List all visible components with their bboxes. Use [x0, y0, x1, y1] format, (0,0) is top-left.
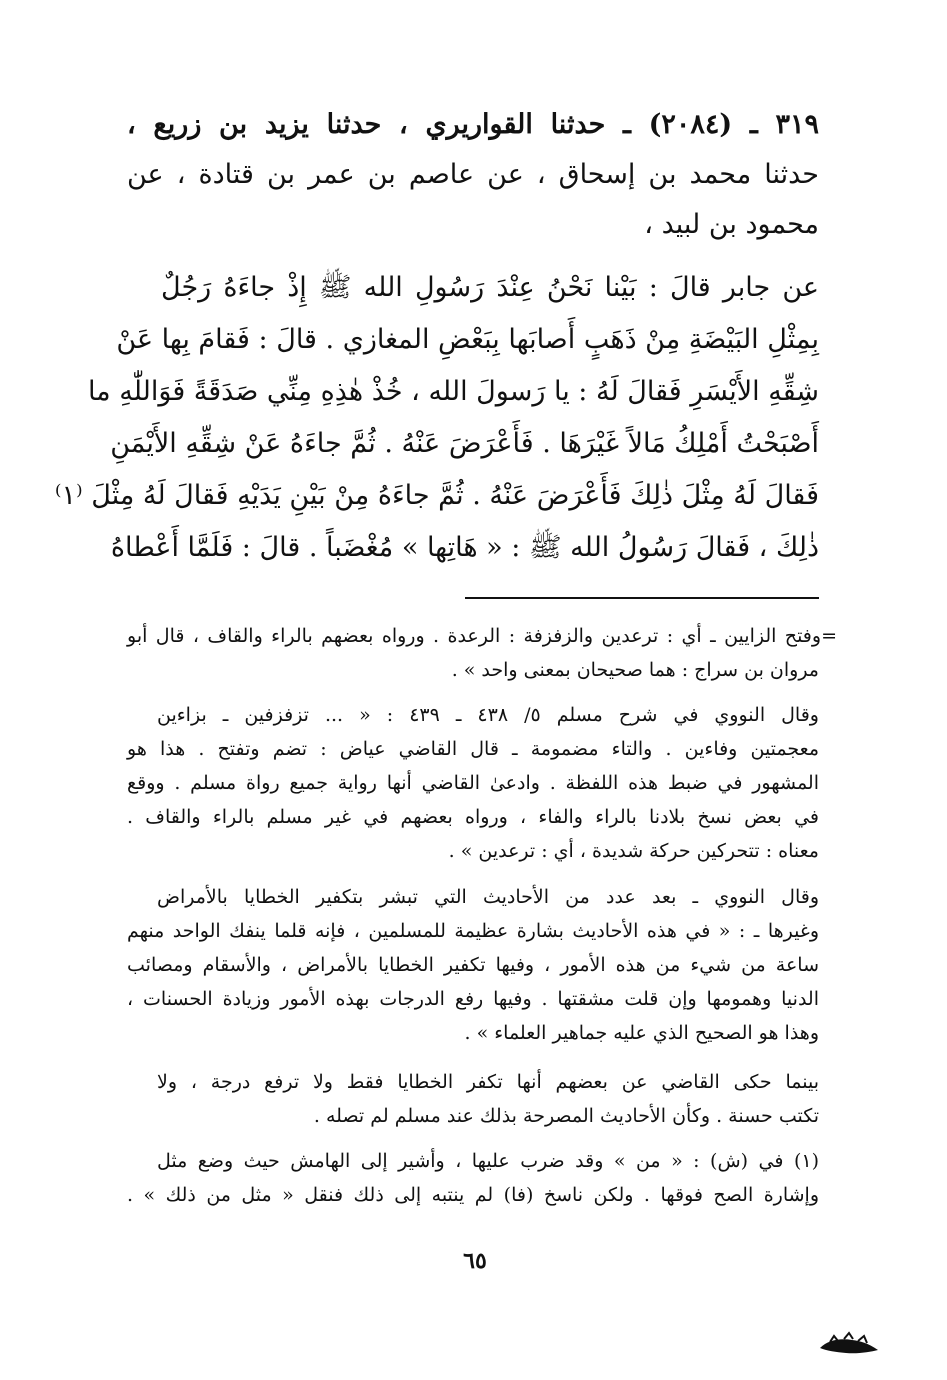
matn-line-6: ذٰلِكَ ، فَقالَ رَسُولُ الله ﷺ : « هَاتِها » مُغْضَباً . قالَ : فَلَمَّا أَعْطاهُ	[110, 532, 819, 563]
isnad-line-3: محمود بن لبيد ،	[644, 209, 819, 240]
isnad-line-1: ٣١٩ ـ (٢٠٨٤) ـ حدثنا القواريري ، حدثنا يزيد بن زريع ،	[127, 109, 819, 140]
footnote-line-12: وهذا هو الصحيح الذي عليه جماهير العلماء » .	[464, 1022, 819, 1044]
footnote-1: (١) في (ش) : « من » وقد ضرب عليها ، وأشير إلى الهامش حيث وضع مثل	[157, 1150, 819, 1172]
isnad-line-2: حدثنا محمد بن إسحاق ، عن عاصم بن عمر بن قتادة ، عن	[127, 159, 819, 190]
footnote-line-2: مروان بن سراج : هما صحيحان بمعنى واحد » .	[451, 659, 819, 681]
matn-line-3: شِقِّهِ الأَيْسَرِ فَقالَ لَهُ : يا رَسولَ الله ، خُذْ هٰذِهِ مِنِّي صَدَقَةً فَوَاللّٰهِ ما	[87, 376, 819, 407]
footnote-line-6: في بعض نسخ بلادنا بالراء والفاء ، ورواه بعضهم في غير مسلم بالراء والقاف .	[127, 806, 819, 828]
footnote-line-1: =وفتح الزايين ـ أي : ترعدين والزفزفة : الرعدة . ورواه بعضهم بالراء والقاف ، قال أبو	[127, 625, 837, 647]
footnote-separator	[465, 597, 819, 599]
matn-line-5: فَقالَ لَهُ مِثْلَ ذٰلِكَ فَأَعْرَضَ عَنْهُ . ثُمَّ جاءَهُ مِنْ بَيْنِ يَدَيْهِ فَقالَ لَهُ مِثْلَ ⁽١⁾	[54, 480, 819, 511]
footnote-line-7: معناه : تتحركين حركة شديدة ، أي : ترعدين » .	[448, 840, 819, 862]
matn-line-1: عن جابر قالَ : بَيْنا نَحْنُ عِنْدَ رَسُولِ الله ﷺ إِذْ جاءَهُ رَجُلٌ	[161, 272, 819, 303]
footnote-line-4: معجمتين وفاءين . والتاء مضمومة ـ قال القاضي عياض : تضم وتفتح . هذا هو	[127, 738, 819, 760]
matn-line-2: بِمِثْلِ البَيْضَةِ مِنْ ذَهَبٍ أَصابَها بِبَعْضِ المغازي . قالَ : فَقامَ بِها عَنْ	[116, 324, 819, 355]
matn-line-4: أَصْبَحْتُ أَمْلِكُ مَالاً غَيْرَهَا . فَأَعْرَضَ عَنْهُ . ثُمَّ جاءَهُ عَنْ شِقِّهِ الأَيْمَنِ	[110, 428, 819, 459]
footnote-line-14: تكتب حسنة . وكأن الأحاديث المصرحة بذلك عند مسلم لم تصله .	[313, 1105, 819, 1127]
footnote-line-13: بينما حكى القاضي عن بعضهم أنها تكفر الخطايا فقط ولا ترفع درجة ، ولا	[157, 1071, 819, 1093]
footnote-line-9: وغيرها ـ : « في هذه الأحاديث بشارة عظيمة للمسلمين ، فإنه قلما ينفك الواحد منهم	[127, 920, 819, 942]
footnote-line-3: وقال النووي في شرح مسلم ٥/ ٤٣٨ ـ ٤٣٩ : « ... تزفزفين ـ بزاءين	[157, 704, 819, 726]
footnote-line-5: المشهور في ضبط هذه اللفظة . وادعىٰ القاضي أنها رواية جميع رواة مسلم . ووقع	[127, 772, 819, 794]
page-ornament-icon	[818, 1328, 880, 1358]
footnote-1-continued: وإشارة الصح فوقها . ولكن ناسخ (فا) لم ينتبه إلى ذلك فنقل « مثل من ذلك » .	[127, 1184, 819, 1206]
page-number: ٦٥	[463, 1248, 487, 1274]
footnote-line-11: الدنيا وهمومها وإن قلت مشقتها . وفيها رفع الدرجات بهذه الأمور وزيادة الحسنات ،	[127, 988, 819, 1010]
footnote-line-10: ساعة من شيء من هذه الأمور ، وفيها تكفير الخطايا بالأمراض ، والأسقام ومصائب	[127, 954, 819, 976]
footnote-line-8: وقال النووي ـ بعد عدد من الأحاديث التي تبشر بتكفير الخطايا بالأمراض	[157, 886, 819, 908]
